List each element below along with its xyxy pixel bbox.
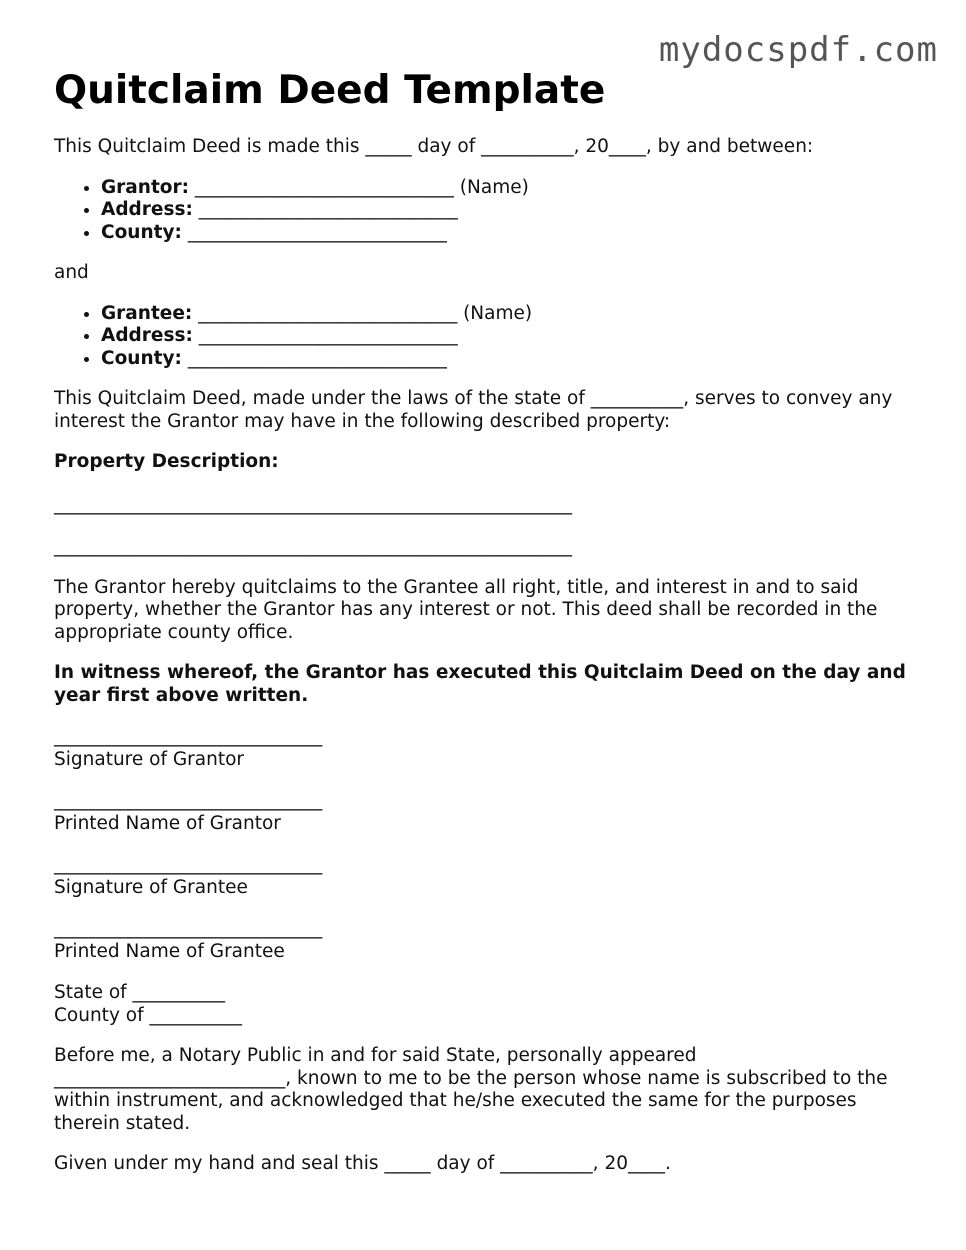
signature-line: _____________________________ — [54, 854, 323, 875]
county-line: County of __________ — [54, 1004, 242, 1026]
grantee-county-blank: ____________________________ — [181, 347, 447, 369]
grantee-printed-name-block — [54, 918, 924, 963]
property-line-1: ________________________________________________________ — [54, 493, 572, 515]
grantee-name-item — [101, 303, 924, 326]
grantee-address-item — [101, 325, 924, 348]
grantor-address-blank: ____________________________ — [192, 199, 458, 220]
grantee-name-label: Grantee: — [101, 302, 193, 324]
grantee-county-label: County: — [101, 347, 182, 369]
state-county-block — [54, 982, 924, 1027]
grantee-address-blank: ____________________________ — [192, 325, 458, 346]
page-title: Quitclaim Deed Template — [54, 68, 606, 113]
property-heading — [54, 451, 924, 474]
state-line: State of __________ — [54, 982, 226, 1003]
grantee-signature-block — [54, 854, 924, 899]
grantor-name-item — [101, 177, 924, 200]
witness-paragraph — [54, 662, 924, 707]
signature-label: Printed Name of Grantee — [54, 940, 285, 962]
property-line-2: ________________________________________________________ — [54, 536, 572, 557]
grantor-list — [54, 177, 924, 245]
grantor-name-label: Grantor: — [101, 176, 190, 198]
watermark: mydocspdf.com — [658, 30, 938, 70]
grantor-signature-block — [54, 726, 924, 771]
grantee-list — [54, 303, 924, 371]
laws-paragraph: This Quitclaim Deed, made under the laws of the state of __________, serves to convey any interest the Grantor may have in the following described property: — [54, 388, 899, 432]
grantor-address-label: Address: — [101, 199, 193, 220]
property-heading-text: Property Description: — [54, 451, 279, 472]
quitclaim-paragraph: The Grantor hereby quitclaims to the Grantee all right, title, and interest in and to said property, whether the Grantor has any interest or not. This deed shall be recorded in the appropriate county office. — [54, 576, 884, 643]
signature-line: _____________________________ — [54, 726, 323, 747]
signature-label: Signature of Grantee — [54, 876, 248, 898]
grantor-address-item — [101, 199, 924, 222]
grantee-address-label: Address: — [101, 325, 193, 346]
grantor-county-label: County: — [101, 221, 182, 243]
intro-paragraph: This Quitclaim Deed is made this _____ day of __________, 20____, by and between: — [54, 136, 814, 157]
grantor-printed-name-block — [54, 790, 924, 835]
grantor-county-blank: ____________________________ — [181, 221, 447, 243]
grantor-name-blank: ____________________________ (Name) — [189, 176, 529, 198]
signature-line: _____________________________ — [54, 790, 323, 811]
grantee-county-item — [101, 348, 924, 371]
grantee-name-blank: ____________________________ (Name) — [192, 302, 533, 324]
signature-line: _____________________________ — [54, 918, 323, 939]
witness-text: In witness whereof, the Grantor has executed this Quitclaim Deed on the day and year first above written. — [54, 662, 913, 706]
and-text: and — [54, 262, 89, 283]
grantor-county-item — [101, 222, 924, 245]
signature-label: Printed Name of Grantor — [54, 812, 281, 834]
given-paragraph: Given under my hand and seal this _____ day of __________, 20____. — [54, 1153, 671, 1174]
signature-label: Signature of Grantor — [54, 748, 245, 770]
document-page — [54, 68, 924, 1194]
notary-paragraph: Before me, a Notary Public in and for said State, personally appeared _________________________, known to me to be the person whose name is subscribed to the within instrument, and acknowledged that he/she executed the same for the purposes therein stated. — [54, 1045, 894, 1134]
